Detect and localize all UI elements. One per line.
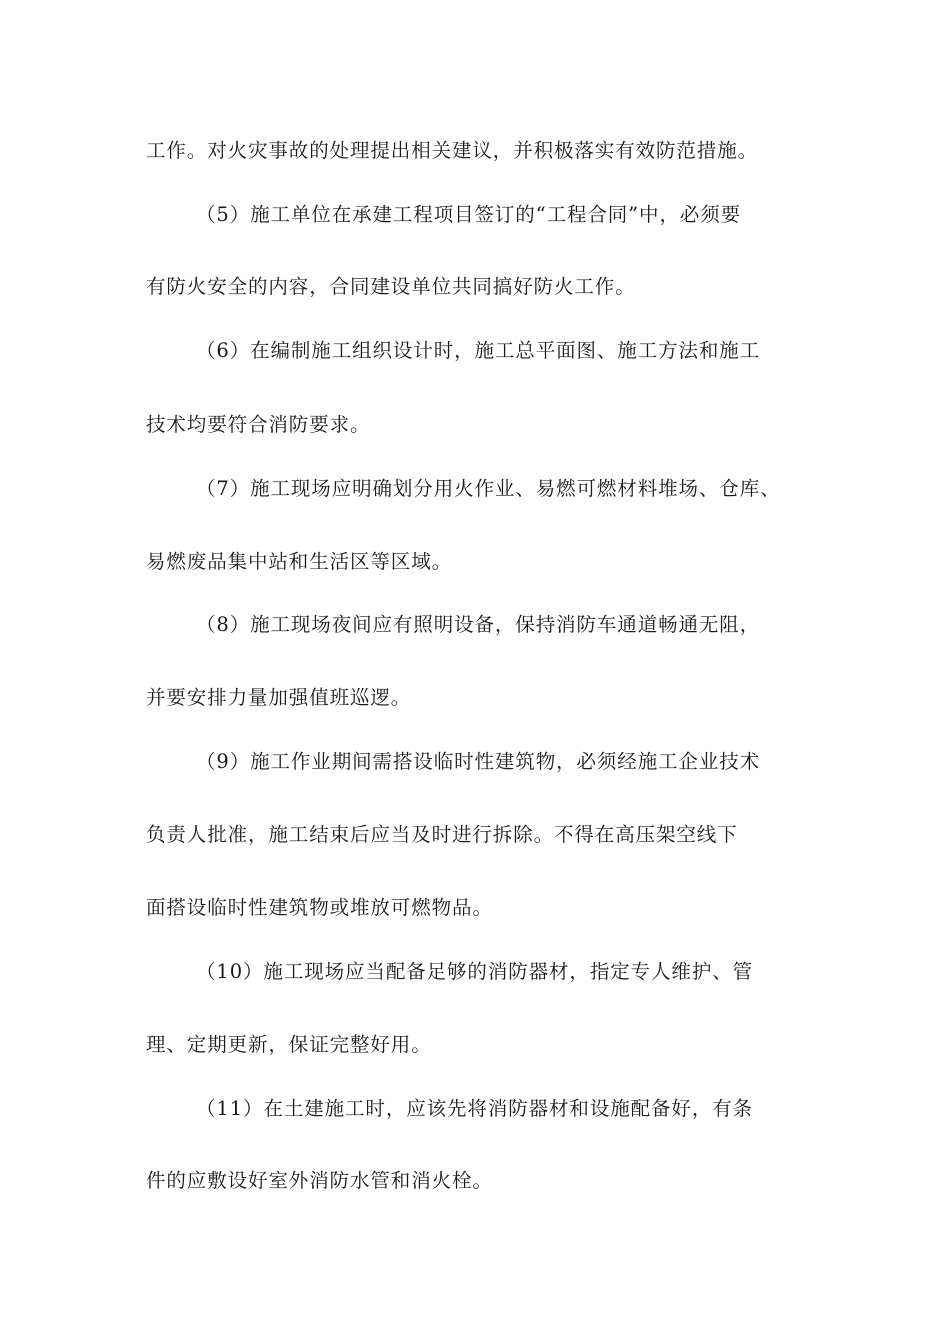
paragraph-line: 技术均要符合消防要求。 xyxy=(146,413,371,436)
paragraph-line: （7）施工现场应明确划分用火作业、易燃可燃材料堆场、仓库、 xyxy=(196,477,781,500)
paragraph-line: 负责人批准，施工结束后应当及时进行拆除。不得在高压架空线下 xyxy=(146,823,738,846)
paragraph-line: （5）施工单位在承建工程项目签订的“工程合同”中，必须要 xyxy=(196,203,742,226)
paragraph-line: （11）在土建施工时，应该先将消防器材和设施配备好，有条 xyxy=(196,1097,754,1120)
paragraph-line: 有防火安全的内容，合同建设单位共同搞好防火工作。 xyxy=(146,275,636,298)
paragraph-line: 易燃废品集中站和生活区等区域。 xyxy=(146,550,453,573)
paragraph-line: 面搭设临时性建筑物或堆放可燃物品。 xyxy=(146,896,493,919)
paragraph-line: 理、定期更新，保证完整好用。 xyxy=(146,1033,432,1056)
paragraph-line: 并要安排力量加强值班巡逻。 xyxy=(146,686,412,709)
paragraph-line: 工作。对火灾事故的处理提出相关建议，并积极落实有效防范措施。 xyxy=(146,139,759,162)
paragraph-line: （10）施工现场应当配备足够的消防器材，指定专人维护、管 xyxy=(196,960,754,983)
paragraph-line: 件的应敷设好室外消防水管和消火栓。 xyxy=(146,1169,493,1192)
paragraph-line: （8）施工现场夜间应有照明设备，保持消防车通道畅通无阻， xyxy=(196,613,761,636)
paragraph-line: （6）在编制施工组织设计时，施工总平面图、施工方法和施工 xyxy=(196,339,761,362)
paragraph-line: （9）施工作业期间需搭设临时性建筑物，必须经施工企业技术 xyxy=(196,750,761,773)
